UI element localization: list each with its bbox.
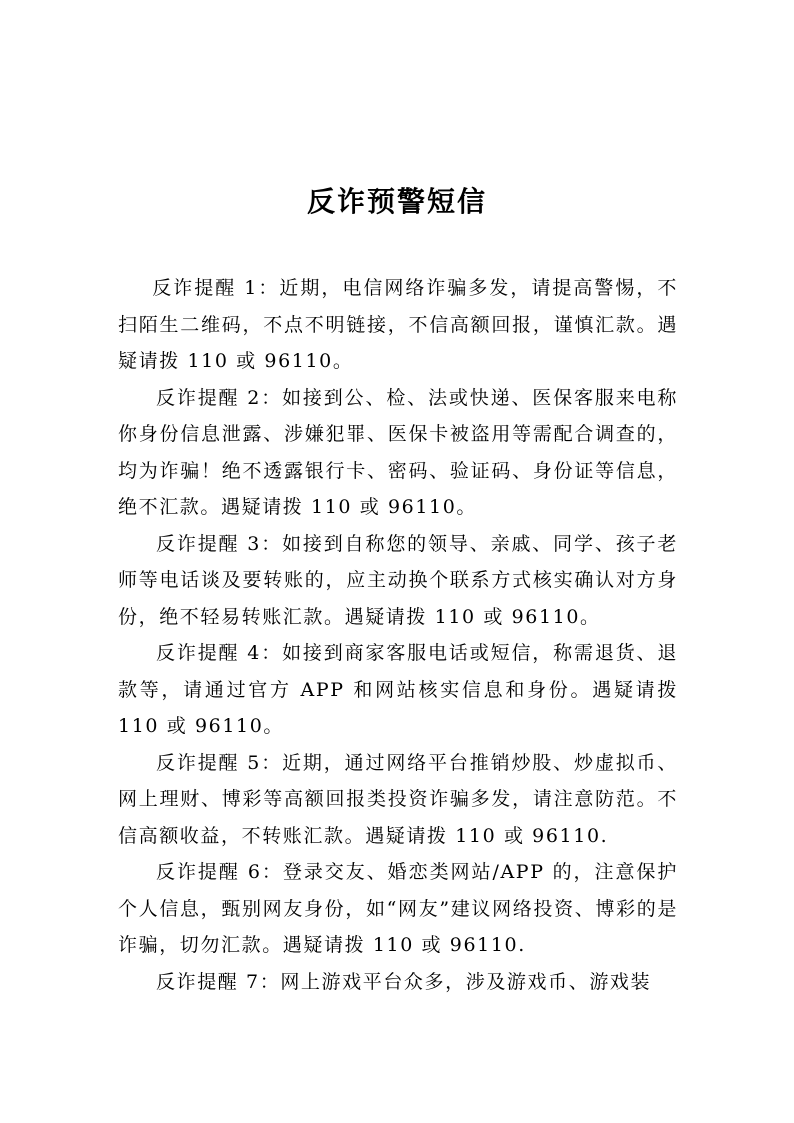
paragraph-reminder-7: 反诈提醒 7：网上游戏平台众多，涉及游戏币、游戏装	[156, 970, 652, 993]
paragraph-reminder-6: 反诈提醒 6：登录交友、婚恋类网站/APP 的，注意保护个人信息，甄别网友身份，如“网友”建议网络投资、博彩的是诈骗，切勿汇款。遇疑请拨 110 或 96110.	[118, 861, 678, 956]
paragraph-reminder-1: 反诈提醒 1：近期，电信网络诈骗多发，请提高警惕，不扫陌生二维码，不点不明链接，不信高额回报，谨慎汇款。遇疑请拨 110 或 96110。	[118, 277, 678, 372]
paragraph-reminder-2: 反诈提醒 2：如接到公、检、法或快递、医保客服来电称你身份信息泄露、涉嫌犯罪、医保卡被盗用等需配合调查的，均为诈骗！绝不透露银行卡、密码、验证码、身份证等信息，绝不汇款。遇疑请拨 110 或 96110。	[118, 386, 678, 518]
paragraph-reminder-3: 反诈提醒 3：如接到自称您的领导、亲戚、同学、孩子老师等电话谈及要转账的，应主动换个联系方式核实确认对方身份，绝不轻易转账汇款。遇疑请拨 110 或 96110。	[118, 532, 678, 628]
paragraph-reminder-4: 反诈提醒 4：如接到商家客服电话或短信，称需退货、退款等，请通过官方 APP 和网站核实信息和身份。遇疑请拨 110 或 96110。	[118, 642, 678, 737]
paragraph-reminder-5: 反诈提醒 5：近期，通过网络平台推销炒股、炒虚拟币、网上理财、博彩等高额回报类投资诈骗多发，请注意防范。不信高额收益，不转账汇款。遇疑请拨 110 或 96110.	[118, 751, 678, 847]
document-body	[118, 270, 678, 1000]
page-title: 反诈预警短信	[306, 185, 487, 218]
